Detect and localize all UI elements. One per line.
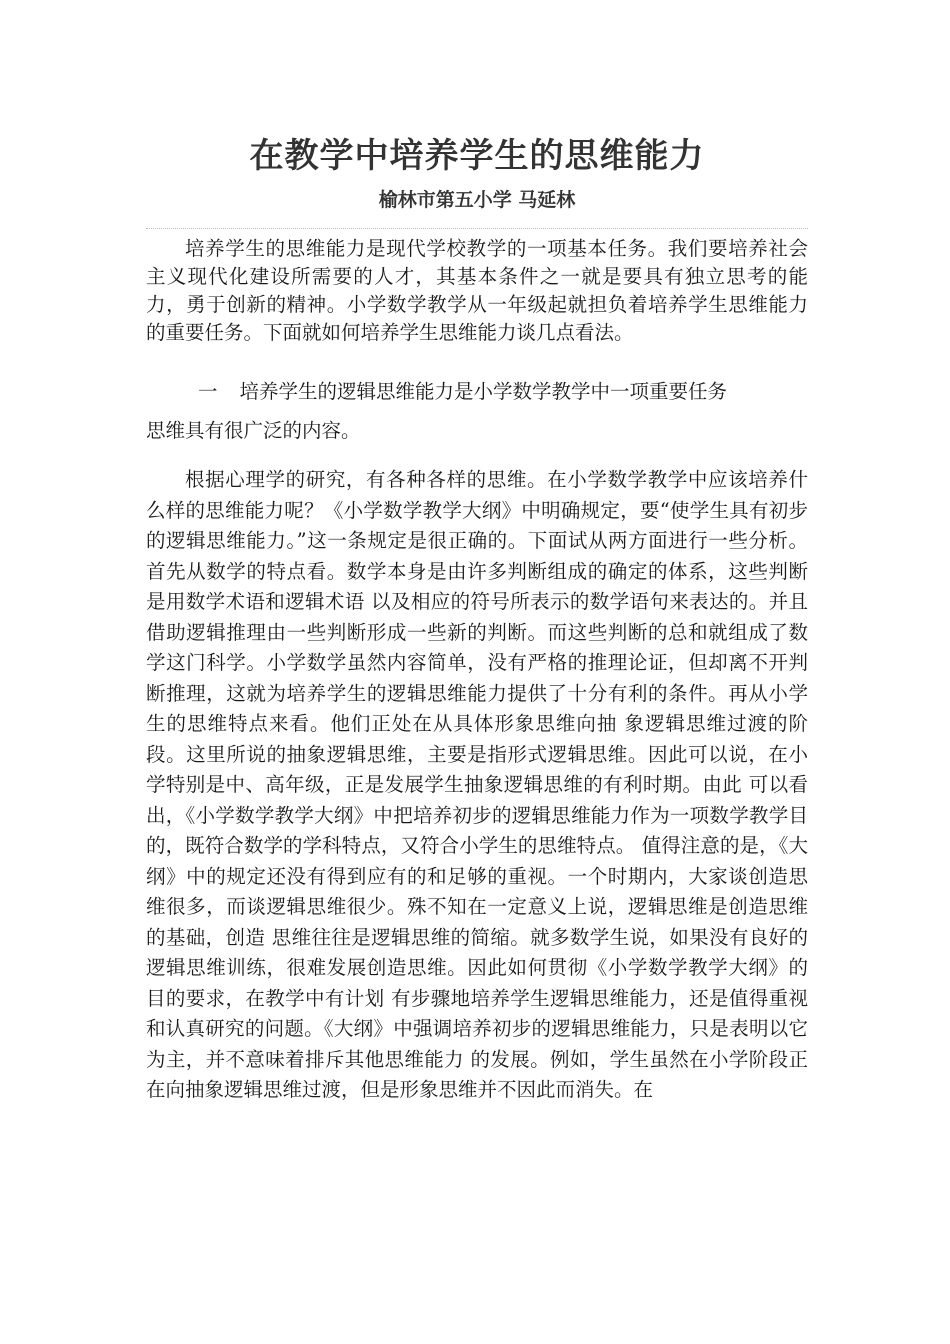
section-heading <box>146 375 808 409</box>
title-divider <box>146 228 808 229</box>
document-page <box>146 120 808 1106</box>
intro-paragraph: 培养学生的思维能力是现代学校教学的一项基本任务。我们要培养社会主义现代化建设所需要的人才，其基本条件之一就是要具有独立思考的能力，勇于创新的精神。小学数学教学从一年级起就担负着培养学生思维能力的重要任务。下面就如何培养学生思维能力谈几点看法。 <box>146 237 808 344</box>
section-title: 培养学生的逻辑思维能力是小学数学教学中一项重要任务 <box>239 380 728 403</box>
section-number: 一 <box>198 380 218 403</box>
document-author: 榆林市第五小学 马延林 <box>378 189 576 211</box>
document-title: 在教学中培养学生的思维能力 <box>249 136 705 176</box>
section-lead-line: 思维具有很广泛的内容。 <box>146 419 361 442</box>
body-paragraph: 根据心理学的研究，有各种各样的思维。在小学数学教学中应该培养什么样的思维能力呢？《小学数学教学大纲》中明确规定，要“使学生具有初步的逻辑思维能力。”这一条规定是很正确的。下面试从两方面进行一些分析。首先从数学的特点看。数学本身是由许多判断组成的确定的体系，这些判断是用数学术语和逻辑术语 以及相应的符号所表示的数学语句来表达的。并且借助逻辑推理由一些判断形成一些新的判断。而这些判断的总和就组成了数学这门科学。小学数学虽然内容简单，没有严格的推理论证，但却离不开判断推理，这就为培养学生的逻辑思维能力提供了十分有利的条件。再从小学生的思维特点来看。他们正处在从具体形象思维向抽 象逻辑思维过渡的阶段。这里所说的抽象逻辑思维，主要是指形式逻辑思维。因此可以说，在小学特别是中、高年级，正是发展学生抽象逻辑思维的有利时期。由此 可以看出，《小学数学教学大纲》中把培养初步的逻辑思维能力作为一项数学教学目的，既符合数学的学科特点，又符合小学生的思维特点。 值得注意的是，《大 纲》中的规定还没有得到应有的和足够的重视。一个时期内，大家谈创造思维很多，而谈逻辑思维很少。殊不知在一定意义上说，逻辑思维是创造思维的基础，创造 思维往往是逻辑思维的简缩。就多数学生说，如果没有良好的逻辑思维训练，很难发展创造思维。因此如何贯彻《小学数学教学大纲》的目的要求，在教学中有计划 有步骤地培养学生逻辑思维能力，还是值得重视和认真研究的问题。《大纲》中强调培养初步的逻辑思维能力，只是表明以它为主，并不意味着排斥其他思维能力 的发展。例如，学生虽然在小学阶段正在向抽象逻辑思维过渡，但是形象思维并不因此而消失。在 <box>146 468 808 1101</box>
